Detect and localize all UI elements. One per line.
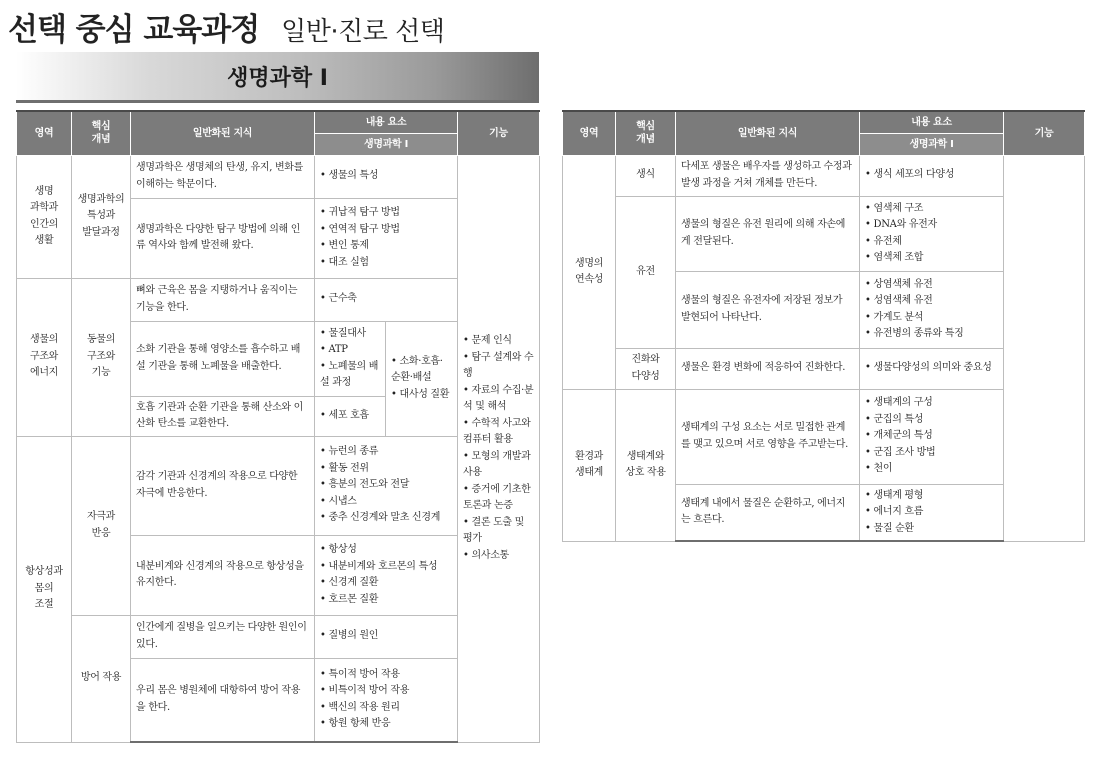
line-item: • ATP — [320, 344, 348, 355]
line-item: 진화와 — [631, 354, 660, 365]
line-item: • 백신의 작용 원리 — [320, 701, 400, 713]
line-item: • 군집 조사 방법 — [865, 446, 936, 458]
line-item: • 자료의 수집·분석 및 해석 — [463, 384, 534, 412]
area-cell — [563, 155, 616, 389]
skills-cell — [458, 155, 540, 742]
line-item: • 개체군의 특성 — [865, 430, 933, 442]
line-item: • 생물다양성의 의미와 중요성 — [865, 362, 992, 374]
standards-table-right — [562, 110, 1085, 542]
content-elements-cell — [860, 271, 1004, 348]
header-subject: 생명과학 Ⅰ — [315, 133, 458, 155]
line-item: 몸의 — [34, 582, 54, 594]
line-item: • 노폐물의 배설 과정 — [320, 360, 379, 388]
line-item: • 생태계의 구성 — [865, 397, 933, 409]
line-item: • DNA와 유전자 — [865, 219, 937, 230]
header-content-elements: 내용 요소 — [860, 111, 1004, 133]
knowledge-cell: 우리 몸은 병원체에 대항하여 방어 작용을 한다. — [131, 658, 315, 742]
core-concept-cell — [72, 615, 131, 742]
subject-banner — [16, 52, 539, 103]
line-item: • 염색체 구조 — [865, 202, 924, 214]
line-item: • 질병의 원인 — [320, 630, 379, 642]
core-concept-cell — [72, 278, 131, 436]
core-concept-cell — [616, 389, 676, 541]
content-elements-cell — [860, 155, 1004, 196]
line-item: • 상염색체 유전 — [865, 278, 933, 290]
line-item: • 흥분의 전도와 전달 — [320, 479, 410, 491]
header-subject: 생명과학 Ⅰ — [860, 133, 1004, 155]
line-item: 생명 — [34, 185, 54, 197]
content-elements-cell — [315, 198, 458, 278]
knowledge-cell: 생물의 형질은 유전 원리에 의해 자손에게 전달된다. — [676, 196, 860, 271]
line-item: 구조와 — [86, 350, 116, 362]
line-item: 과학과 — [29, 202, 59, 213]
header-area: 영역 — [563, 111, 616, 155]
line-item: • 생태계 평형 — [865, 489, 924, 501]
line-item: • 문제 인식 — [463, 335, 512, 346]
core-concept-cell — [72, 155, 131, 278]
content-elements-cell — [315, 658, 458, 742]
knowledge-cell: 소화 기관을 통해 영양소를 흡수하고 배설 기관을 통해 노폐물을 배출한다. — [131, 321, 315, 396]
knowledge-cell: 생명과학은 다양한 탐구 방법에 의해 인류 역사와 함께 발전해 왔다. — [131, 198, 315, 278]
knowledge-cell: 호흡 기관과 순환 기관을 통해 산소와 이산화 탄소를 교환한다. — [131, 396, 315, 436]
line-item: 연속성 — [574, 274, 604, 285]
header-content-elements: 내용 요소 — [315, 111, 458, 133]
header-area: 영역 — [17, 111, 72, 155]
line-item: 자극과 — [86, 511, 116, 522]
line-item: 다양성 — [631, 370, 660, 382]
line-item: • 탐구 설계와 수행 — [463, 351, 534, 379]
knowledge-cell: 인간에게 질병을 일으키는 다양한 원인이 있다. — [131, 615, 315, 658]
line-item: 개념 — [91, 134, 111, 146]
header-core-concept — [72, 111, 131, 155]
area-cell — [17, 436, 72, 742]
line-item: 조절 — [34, 599, 54, 611]
line-item: 생태계와 — [626, 450, 665, 462]
core-concept-cell — [616, 196, 676, 348]
header-generalized-knowledge: 일반화된 지식 — [676, 111, 860, 155]
line-item: • 물질 순환 — [865, 522, 914, 534]
header-generalized-knowledge: 일반화된 지식 — [131, 111, 315, 155]
line-item: • 염색체 조합 — [865, 252, 924, 263]
curriculum-title: 선택 중심 교육과정 — [8, 12, 260, 48]
content-elements-cell — [860, 348, 1004, 389]
line-item: • 결론 도출 및 평가 — [463, 516, 525, 544]
line-item: • 특이적 방어 작용 — [320, 668, 400, 680]
line-item: • 항원 항체 반응 — [320, 718, 391, 730]
line-item: 개념 — [636, 134, 655, 146]
area-cell — [17, 155, 72, 278]
line-item: • 뉴런의 종류 — [320, 446, 379, 458]
line-item: 방어 작용 — [80, 672, 122, 684]
line-item: • 유전병의 종류와 특징 — [865, 328, 964, 339]
core-concept-cell — [72, 436, 131, 615]
line-item: • 시냅스 — [320, 495, 357, 507]
area-cell — [563, 389, 616, 541]
standards-table-left — [16, 110, 540, 743]
line-item: 특성과 — [86, 210, 116, 222]
line-item: 생활 — [34, 235, 54, 246]
line-item: • 의사소통 — [463, 549, 509, 561]
core-concept-cell — [616, 348, 676, 389]
line-item: • 생물의 특성 — [320, 170, 379, 182]
knowledge-cell: 생명과학은 생명체의 탄생, 유지, 변화를 이해하는 학문이다. — [131, 155, 315, 198]
header-skills: 기능 — [458, 111, 540, 155]
subject-name: 생명과학 Ⅰ — [227, 65, 328, 91]
content-elements-cell — [315, 155, 458, 198]
content-elements-cell — [315, 436, 458, 535]
line-item: 기능 — [91, 367, 111, 379]
line-item: • 물질대사 — [320, 327, 366, 339]
content-elements-cell — [315, 396, 386, 436]
page-title — [8, 4, 444, 48]
knowledge-cell: 뼈와 근육은 몸을 지탱하거나 움직이는 기능을 한다. — [131, 278, 315, 321]
line-item: • 세포 호흡 — [320, 409, 369, 421]
line-item: • 변인 통제 — [320, 240, 369, 251]
area-cell — [17, 278, 72, 436]
content-elements-related-cell — [386, 321, 458, 436]
line-item: 발달과정 — [82, 226, 120, 238]
content-elements-cell — [860, 196, 1004, 271]
content-elements-cell — [860, 484, 1004, 541]
line-item: 상호 작용 — [625, 467, 666, 478]
line-item: • 신경계 질환 — [320, 577, 379, 588]
line-item: • 에너지 흐름 — [865, 506, 924, 517]
line-item: 환경과 — [574, 450, 604, 462]
line-item: • 귀납적 탐구 방법 — [320, 207, 400, 218]
content-elements-cell — [315, 535, 458, 615]
line-item: 구조와 — [29, 350, 59, 362]
line-item: • 군집의 특성 — [865, 413, 924, 425]
line-item: • 내분비계와 호르몬의 특성 — [320, 560, 438, 572]
line-item: • 천이 — [865, 463, 893, 475]
line-item: 에너지 — [29, 367, 59, 379]
skills-cell-empty — [1004, 155, 1085, 541]
line-item: • 대조 실험 — [320, 256, 369, 268]
line-item: • 유전체 — [865, 235, 902, 247]
knowledge-cell: 생태계의 구성 요소는 서로 밀접한 관계를 맺고 있으며 서로 영향을 주고받는다. — [676, 389, 860, 484]
header-skills: 기능 — [1004, 111, 1085, 155]
knowledge-cell: 생물의 형질은 유전자에 저장된 정보가 발현되어 나타난다. — [676, 271, 860, 348]
line-item: • 수학적 사고와 컴퓨터 활용 — [463, 417, 531, 445]
core-concept-cell — [616, 155, 676, 196]
line-item: 동물의 — [86, 334, 116, 346]
line-item: • 소화·호흡·순환·배설 — [391, 355, 443, 384]
line-item: 생명과학의 — [77, 193, 125, 205]
line-item: 항상성과 — [25, 566, 63, 578]
line-item: 핵심 — [636, 121, 655, 133]
line-item: • 증거에 기초한 토론과 논증 — [463, 483, 531, 511]
line-item: • 항상성 — [320, 544, 357, 555]
line-item: • 중추 신경계와 말초 신경계 — [320, 512, 441, 524]
content-elements-cell — [860, 389, 1004, 484]
line-item: • 연역적 탐구 방법 — [320, 223, 400, 235]
line-item: 유전 — [636, 265, 655, 277]
line-item: • 성염색체 유전 — [865, 295, 933, 306]
line-item: 생물의 — [29, 334, 59, 346]
line-item: • 근수축 — [320, 293, 357, 305]
line-item: • 활동 전위 — [320, 462, 369, 474]
line-item: • 대사성 질환 — [391, 388, 450, 400]
line-item: 인간의 — [29, 218, 59, 230]
content-elements-cell — [315, 278, 458, 321]
line-item: • 비특이적 방어 작용 — [320, 685, 410, 697]
header-core-concept — [616, 111, 676, 155]
line-item: • 가계도 분석 — [865, 311, 924, 323]
line-item: • 모형의 개발과 사용 — [463, 450, 531, 478]
line-item: • 생식 세포의 다양성 — [865, 169, 955, 181]
knowledge-cell: 생물은 환경 변화에 적응하여 진화한다. — [676, 348, 860, 389]
knowledge-cell: 다세포 생물은 배우자를 생성하고 수정과 발생 과정을 거쳐 개체를 만든다. — [676, 155, 860, 196]
line-item: 생태계 — [574, 467, 604, 478]
line-item: 생명의 — [574, 257, 604, 269]
content-elements-cell — [315, 615, 458, 658]
line-item: • 호르몬 질환 — [320, 593, 379, 605]
line-item: 생식 — [636, 169, 655, 181]
line-item: 반응 — [91, 527, 111, 539]
line-item: 핵심 — [91, 121, 111, 133]
knowledge-cell: 생태계 내에서 물질은 순환하고, 에너지는 흐른다. — [676, 484, 860, 541]
knowledge-cell: 감각 기관과 신경계의 작용으로 다양한 자극에 반응한다. — [131, 436, 315, 535]
content-elements-cell — [315, 321, 386, 396]
curriculum-subtitle: 일반·진로 선택 — [281, 17, 445, 47]
knowledge-cell: 내분비계와 신경계의 작용으로 항상성을 유지한다. — [131, 535, 315, 615]
